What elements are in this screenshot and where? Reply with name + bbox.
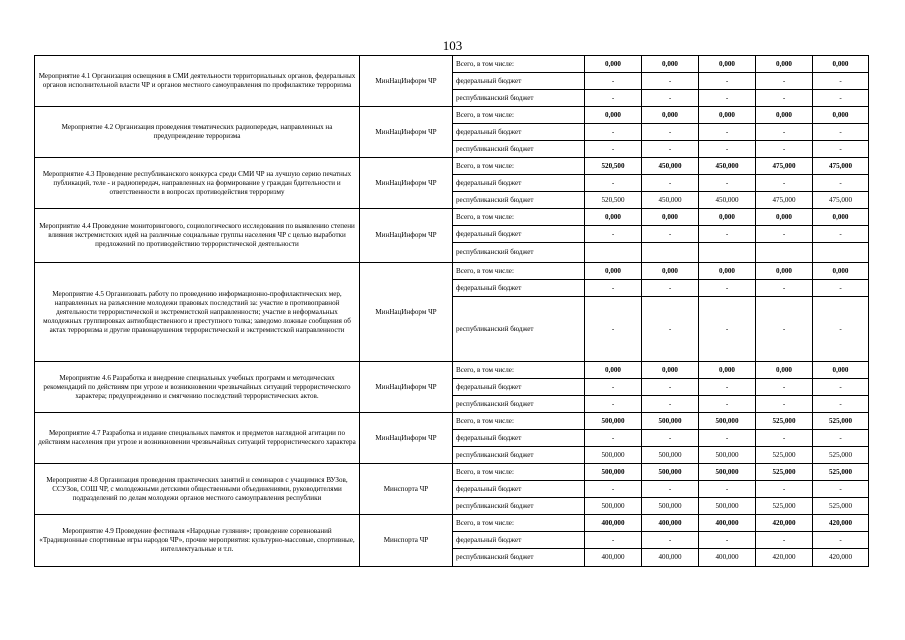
- funding-value: -: [699, 73, 756, 90]
- funding-value: -: [756, 297, 813, 362]
- funding-source: федеральный бюджет: [453, 226, 585, 243]
- funding-value: 525,000: [756, 413, 813, 430]
- funding-value: 0,000: [699, 56, 756, 73]
- table-row: [35, 56, 869, 73]
- responsible-organization: МинНацИнформ ЧР: [360, 413, 453, 464]
- funding-source: федеральный бюджет: [453, 532, 585, 549]
- funding-value: -: [642, 297, 699, 362]
- funding-value: 420,000: [756, 549, 813, 567]
- funding-value: -: [585, 430, 642, 447]
- funding-value: 525,000: [813, 498, 869, 515]
- table-row: [35, 263, 869, 280]
- funding-value: -: [813, 532, 869, 549]
- funding-value: 475,000: [813, 158, 869, 175]
- funding-source: федеральный бюджет: [453, 73, 585, 90]
- funding-value: 0,000: [699, 107, 756, 124]
- funding-value: -: [699, 297, 756, 362]
- funding-value: -: [642, 175, 699, 192]
- funding-value: -: [699, 226, 756, 243]
- funding-value: 0,000: [642, 362, 699, 379]
- funding-source: республиканский бюджет: [453, 549, 585, 567]
- funding-value: 525,000: [756, 464, 813, 481]
- funding-source: Всего, в том числе:: [453, 209, 585, 226]
- funding-value: [585, 243, 642, 263]
- responsible-organization: МинНацИнформ ЧР: [360, 263, 453, 362]
- funding-value: 0,000: [756, 362, 813, 379]
- responsible-organization: МинНацИнформ ЧР: [360, 209, 453, 263]
- funding-value: 450,000: [642, 192, 699, 209]
- funding-value: -: [756, 73, 813, 90]
- activity-description: Мероприятие 4.1 Организация освещения в СМИ деятельности территориальных органов, федеральных органов исполнительной власти ЧР и органов местного самоуправления по профилактике терроризма: [35, 56, 360, 107]
- funding-value: -: [813, 396, 869, 413]
- funding-value: -: [699, 396, 756, 413]
- funding-source: федеральный бюджет: [453, 175, 585, 192]
- table-row: [35, 158, 869, 175]
- funding-value: 525,000: [756, 498, 813, 515]
- funding-source: Всего, в том числе:: [453, 56, 585, 73]
- funding-value: -: [813, 73, 869, 90]
- funding-source: федеральный бюджет: [453, 379, 585, 396]
- funding-source: федеральный бюджет: [453, 280, 585, 297]
- funding-value: 0,000: [756, 107, 813, 124]
- funding-value: -: [585, 280, 642, 297]
- table-row: [35, 413, 869, 430]
- funding-source: Всего, в том числе:: [453, 362, 585, 379]
- funding-value: 420,000: [813, 549, 869, 567]
- funding-value: -: [813, 124, 869, 141]
- funding-value: -: [642, 226, 699, 243]
- activity-description: Мероприятие 4.4 Проведение мониторингового, социологического исследования по выявлению степени влияния экстремистских идей на различные социальные группы населения ЧР с целью выработки предложений по противодействию террористической деятельности: [35, 209, 360, 263]
- funding-value: -: [585, 124, 642, 141]
- funding-value: 0,000: [642, 56, 699, 73]
- funding-source: республиканский бюджет: [453, 447, 585, 464]
- funding-value: 500,000: [642, 464, 699, 481]
- funding-value: -: [642, 73, 699, 90]
- funding-value: 0,000: [699, 263, 756, 280]
- responsible-organization: МинНацИнформ ЧР: [360, 107, 453, 158]
- funding-value: -: [756, 379, 813, 396]
- funding-value: -: [699, 124, 756, 141]
- funding-value: -: [699, 532, 756, 549]
- activity-description: Мероприятие 4.3 Проведение республиканского конкурса среди СМИ ЧР на лучшую серию печатных публикаций, теле - и радиопередач, направленных на формирование у граждан бдительности и ответственности в вопросах противодействия терроризму: [35, 158, 360, 209]
- responsible-organization: Минспорта ЧР: [360, 515, 453, 567]
- program-activities-table: [34, 55, 869, 567]
- funding-value: -: [642, 396, 699, 413]
- funding-value: 400,000: [642, 515, 699, 532]
- table-row: [35, 464, 869, 481]
- funding-value: 475,000: [756, 192, 813, 209]
- funding-value: -: [756, 90, 813, 107]
- activity-description: Мероприятие 4.8 Организация проведения практических занятий и семинаров с учащимися ВУЗов, ССУЗов, СОШ ЧР, с молодежными детскими общественными объединениями, руководителями подразделений по делам молодежи органов местного самоуправления республики: [35, 464, 360, 515]
- funding-value: 500,000: [642, 447, 699, 464]
- funding-value: 0,000: [813, 209, 869, 226]
- responsible-organization: Минспорта ЧР: [360, 464, 453, 515]
- funding-value: -: [585, 175, 642, 192]
- funding-value: -: [585, 396, 642, 413]
- funding-value: 525,000: [813, 464, 869, 481]
- funding-value: -: [813, 481, 869, 498]
- table-row: [35, 209, 869, 226]
- funding-value: -: [813, 226, 869, 243]
- funding-source: Всего, в том числе:: [453, 464, 585, 481]
- funding-value: -: [585, 141, 642, 158]
- table-row: [35, 107, 869, 124]
- funding-value: 500,000: [699, 498, 756, 515]
- funding-value: -: [585, 226, 642, 243]
- funding-value: -: [642, 124, 699, 141]
- funding-source: Всего, в том числе:: [453, 158, 585, 175]
- funding-value: -: [756, 280, 813, 297]
- funding-value: -: [585, 481, 642, 498]
- funding-value: 450,000: [642, 158, 699, 175]
- funding-value: 500,000: [642, 498, 699, 515]
- funding-value: -: [756, 124, 813, 141]
- funding-source: республиканский бюджет: [453, 297, 585, 362]
- funding-value: 500,000: [585, 413, 642, 430]
- funding-value: -: [756, 532, 813, 549]
- funding-value: 0,000: [756, 56, 813, 73]
- funding-value: 0,000: [642, 107, 699, 124]
- table-body: [35, 56, 869, 567]
- funding-value: 0,000: [585, 362, 642, 379]
- page-number: 103: [442, 38, 463, 53]
- funding-value: 0,000: [585, 209, 642, 226]
- funding-value: -: [813, 90, 869, 107]
- funding-value: -: [699, 481, 756, 498]
- funding-value: -: [585, 297, 642, 362]
- funding-source: Всего, в том числе:: [453, 515, 585, 532]
- table-row: [35, 515, 869, 532]
- responsible-organization: МинНацИнформ ЧР: [360, 56, 453, 107]
- funding-value: 0,000: [813, 263, 869, 280]
- funding-value: 0,000: [813, 362, 869, 379]
- funding-value: 0,000: [756, 263, 813, 280]
- funding-value: -: [699, 175, 756, 192]
- funding-value: 420,000: [756, 515, 813, 532]
- funding-value: 450,000: [699, 158, 756, 175]
- table-row: [35, 362, 869, 379]
- funding-source: республиканский бюджет: [453, 90, 585, 107]
- funding-value: -: [813, 141, 869, 158]
- funding-value: 0,000: [813, 107, 869, 124]
- funding-value: -: [813, 280, 869, 297]
- funding-source: Всего, в том числе:: [453, 107, 585, 124]
- funding-source: республиканский бюджет: [453, 498, 585, 515]
- funding-value: -: [813, 175, 869, 192]
- responsible-organization: МинНацИнформ ЧР: [360, 362, 453, 413]
- funding-value: [813, 243, 869, 263]
- funding-value: -: [756, 226, 813, 243]
- funding-value: -: [756, 175, 813, 192]
- funding-source: республиканский бюджет: [453, 396, 585, 413]
- funding-value: 475,000: [756, 158, 813, 175]
- funding-value: 525,000: [813, 447, 869, 464]
- funding-value: 400,000: [642, 549, 699, 567]
- funding-value: 0,000: [699, 209, 756, 226]
- funding-value: -: [699, 141, 756, 158]
- funding-value: 0,000: [813, 56, 869, 73]
- activity-description: Мероприятие 4.7 Разработка и издание специальных памяток и предметов наглядной агитации по действиям населения при угрозе и возникновении чрезвычайных ситуаций террористического характера: [35, 413, 360, 464]
- funding-value: -: [699, 379, 756, 396]
- funding-value: -: [756, 141, 813, 158]
- funding-value: 500,000: [585, 464, 642, 481]
- funding-source: федеральный бюджет: [453, 430, 585, 447]
- funding-value: 500,000: [642, 413, 699, 430]
- funding-value: 525,000: [813, 413, 869, 430]
- funding-value: -: [699, 280, 756, 297]
- funding-value: -: [756, 430, 813, 447]
- funding-value: 0,000: [756, 209, 813, 226]
- funding-value: -: [585, 90, 642, 107]
- funding-source: республиканский бюджет: [453, 243, 585, 263]
- funding-value: -: [756, 396, 813, 413]
- funding-source: Всего, в том числе:: [453, 263, 585, 280]
- funding-value: -: [813, 430, 869, 447]
- funding-value: 0,000: [585, 56, 642, 73]
- funding-value: -: [699, 90, 756, 107]
- funding-value: -: [585, 379, 642, 396]
- funding-value: 0,000: [642, 209, 699, 226]
- funding-value: [699, 243, 756, 263]
- funding-source: федеральный бюджет: [453, 481, 585, 498]
- funding-value: [756, 243, 813, 263]
- funding-value: -: [756, 481, 813, 498]
- funding-value: 0,000: [585, 263, 642, 280]
- funding-source: республиканский бюджет: [453, 192, 585, 209]
- funding-value: 520,500: [585, 158, 642, 175]
- funding-source: федеральный бюджет: [453, 124, 585, 141]
- funding-value: 500,000: [585, 498, 642, 515]
- activity-description: Мероприятие 4.5 Организовать работу по проведению информационно-профилактических мер, направленных на разъяснение молодежи правовых последствий за: участие в противоправной деятельности террористической и экстремистской направленности; участие в неформальных молодежных группировках антиобщественного и преступного толка; заведомо ложные сообщения об актах терроризма и другие правонарушения террористической и экстремистской направленности: [35, 263, 360, 362]
- funding-value: 400,000: [585, 515, 642, 532]
- funding-value: 0,000: [642, 263, 699, 280]
- funding-value: -: [813, 379, 869, 396]
- funding-value: 400,000: [699, 515, 756, 532]
- funding-value: 400,000: [699, 549, 756, 567]
- funding-value: [642, 243, 699, 263]
- funding-value: 0,000: [699, 362, 756, 379]
- funding-value: -: [699, 430, 756, 447]
- activity-description: Мероприятие 4.9 Проведение фестиваля «Народные гуляния»; проведение соревнований «Традиционные спортивные игры народов ЧР», прочие мероприятия: культурно-массовые, спортивные, интеллектуальные и т.п.: [35, 515, 360, 567]
- funding-source: Всего, в том числе:: [453, 413, 585, 430]
- funding-value: -: [642, 280, 699, 297]
- funding-value: 500,000: [699, 413, 756, 430]
- funding-source: республиканский бюджет: [453, 141, 585, 158]
- funding-value: -: [585, 73, 642, 90]
- funding-value: 400,000: [585, 549, 642, 567]
- funding-value: 500,000: [699, 464, 756, 481]
- funding-value: -: [642, 90, 699, 107]
- funding-value: -: [642, 481, 699, 498]
- funding-value: 0,000: [585, 107, 642, 124]
- funding-value: -: [642, 141, 699, 158]
- funding-value: 525,000: [756, 447, 813, 464]
- responsible-organization: МинНацИнформ ЧР: [360, 158, 453, 209]
- activity-description: Мероприятие 4.2 Организация проведения тематических радиопередач, направленных на предупреждение терроризма: [35, 107, 360, 158]
- funding-value: 475,000: [813, 192, 869, 209]
- activity-description: Мероприятие 4.6 Разработка и внедрение специальных учебных программ и методических рекомендаций по действиям при угрозе и возникновении чрезвычайных ситуаций террористического характера; предупреждению и смягчению последствий террористических актов.: [35, 362, 360, 413]
- funding-value: -: [585, 532, 642, 549]
- funding-value: 450,000: [699, 192, 756, 209]
- funding-value: 420,000: [813, 515, 869, 532]
- funding-value: -: [642, 532, 699, 549]
- funding-value: 520,500: [585, 192, 642, 209]
- funding-value: -: [813, 297, 869, 362]
- funding-value: 500,000: [699, 447, 756, 464]
- funding-value: -: [642, 379, 699, 396]
- funding-value: -: [642, 430, 699, 447]
- funding-value: 500,000: [585, 447, 642, 464]
